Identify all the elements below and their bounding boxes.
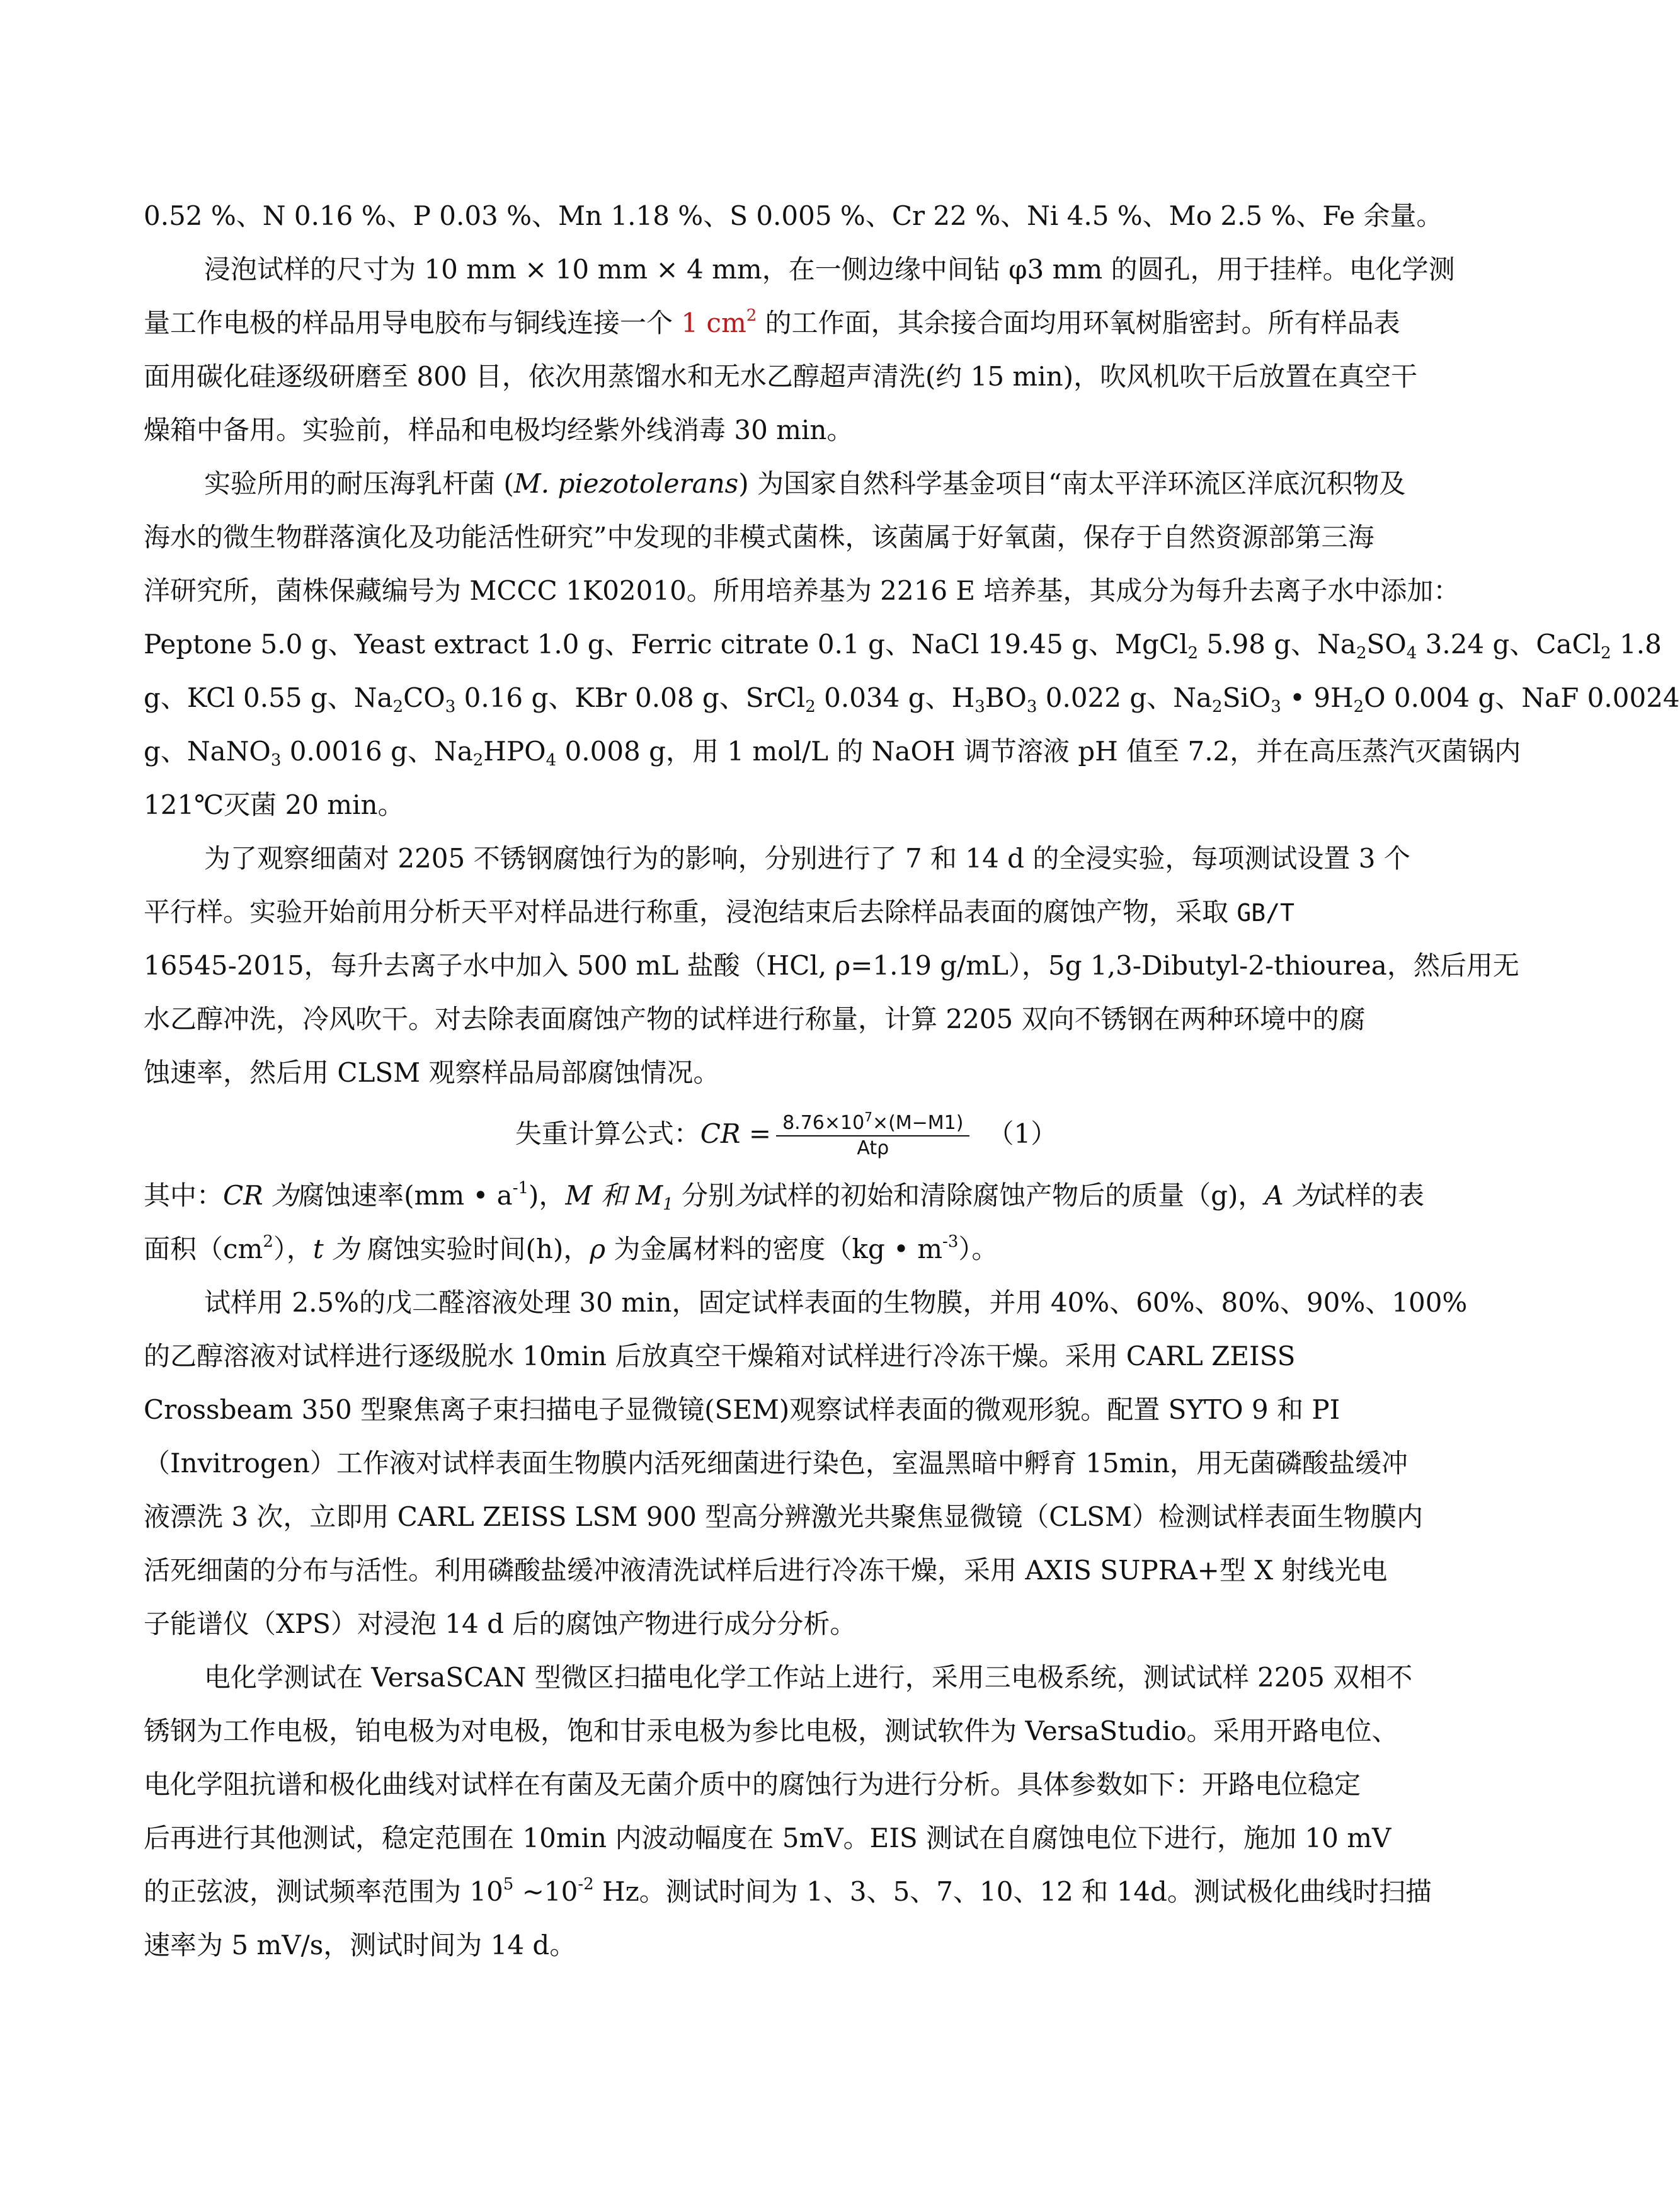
- species-name: M. piezotolerans: [513, 468, 739, 499]
- paragraph-line: 实验所用的耐压海乳杆菌 (M. piezotolerans) 为国家自然科学基金项目“南太平洋环流区洋底沉积物及: [204, 468, 1406, 499]
- paragraph-line: g、KCl 0.55 g、$Na_2CO_3$ 0.16 g、KBr 0.08 g、SrCl$_2$ 0.034 g、$H_3BO_3$ 0.022 g、$Na_2SiO_3$ • $9H_2O$ 0.004 g、NaF 0.0024: [144, 682, 1680, 716]
- paragraph-line: 试样用 2.5%的戊二醛溶液处理 30 min，固定试样表面的生物膜，并用 40%、60%、80%、90%、100%: [204, 1287, 1468, 1318]
- paragraph-line: 后再进行其他测试，稳定范围在 10min 内波动幅度在 5mV。EIS 测试在自腐蚀电位下进行，施加 10 mV: [144, 1823, 1391, 1853]
- paragraph-line: 洋研究所，菌株保藏编号为 MCCC 1K02010。所用培养基为 2216 E 培养基，其成分为每升去离子水中添加：: [144, 575, 1460, 606]
- paragraph-line: g、NaNO$_3$ 0.0016 g、$Na_2HPO_4$ 0.008 g，用 1 mol/L 的 NaOH 调节溶液 pH 值至 7.2，并在高压蒸汽灭菌锅内: [144, 736, 1521, 770]
- paragraph-line: [144, 296, 1429, 350]
- paragraph-line: 的乙醇溶液对试样进行逐级脱水 10min 后放真空干燥箱对试样进行冷冻干燥。采用 CARL ZEISS: [144, 1341, 1296, 1371]
- paragraph-line: Crossbeam 350 型聚焦离子束扫描电子显微镜(SEM)观察试样表面的微观形貌。配置 SYTO 9 和 PI: [144, 1394, 1340, 1425]
- paragraph-line: 0.52 %、N 0.16 %、P 0.03 %、Mn 1.18 %、S 0.005 %、Cr 22 %、Ni 4.5 %、Mo 2.5 %、Fe 余量。: [144, 200, 1443, 231]
- paragraph-line: 活死细菌的分布与活性。利用磷酸盐缓冲液清洗试样后进行冷冻干燥，采用 AXIS SUPRA+型 X 射线光电: [144, 1555, 1388, 1586]
- paragraph-line: 水乙醇冲洗，冷风吹干。对去除表面腐蚀产物的试样进行称量，计算 2205 双向不锈钢在两种环境中的腐: [144, 1004, 1366, 1034]
- text-run: 的工作面，其余接合面均用环氧树脂密封。所有样品表: [757, 307, 1400, 338]
- paragraph-line: 子能谱仪（XPS）对浸泡 14 d 后的腐蚀产物进行成分分析。: [144, 1608, 857, 1639]
- paragraph-line: 蚀速率，然后用 CLSM 观察样品局部腐蚀情况。: [144, 1057, 720, 1088]
- paragraph-line: （Invitrogen）工作液对试样表面生物膜内活死细菌进行染色，室温黑暗中孵育 15min，用无菌磷酸盐缓冲: [144, 1448, 1408, 1479]
- paragraph-line: 速率为 5 mV/s，测试时间为 14 d。: [144, 1930, 576, 1961]
- paragraph-line: 海水的微生物群落演化及功能活性研究”中发现的非模式菌株，该菌属于好氧菌，保存于自然资源部第三海: [144, 522, 1374, 552]
- paragraph-line: 面用碳化硅逐级研磨至 800 目，依次用蒸馏水和无水乙醇超声清洗(约 15 min)，吹风机吹干后放置在真空干: [144, 361, 1418, 392]
- paper-body: [144, 189, 1680, 1972]
- paragraph-line: 其中：CR 为腐蚀速率(mm • $a^{-1}$)，M 和 $M_1$ 分别为试样的初始和清除腐蚀产物后的质量（g)，A 为试样的表: [144, 1179, 1425, 1214]
- paragraph-line: 燥箱中备用。实验前，样品和电极均经紫外线消毒 30 min。: [144, 415, 854, 445]
- paragraph-line: 平行样。实验开始前用分析天平对样品进行称重，浸泡结束后去除样品表面的腐蚀产物，采取 GB/T: [144, 896, 1294, 927]
- equation-fraction: [776, 1111, 969, 1160]
- equation-lhs: CR =: [700, 1118, 772, 1149]
- paragraph-line: 电化学测试在 VersaSCAN 型微区扫描电化学工作站上进行，采用三电极系统，测试试样 2205 双相不: [204, 1662, 1413, 1693]
- paragraph-line: 浸泡试样的尺寸为 10 mm × 10 mm × 4 mm，在一侧边缘中间钻 φ3 mm 的圆孔，用于挂样。电化学测: [204, 254, 1455, 285]
- equation-label: 失重计算公式：: [515, 1118, 700, 1149]
- paragraph-line: 电化学阻抗谱和极化曲线对试样在有菌及无菌介质中的腐蚀行为进行分析。具体参数如下：开路电位稳定: [144, 1769, 1361, 1800]
- paragraph-line: 液漂洗 3 次，立即用 CARL ZEISS LSM 900 型高分辨激光共聚焦显微镜（CLSM）检测试样表面生物膜内: [144, 1501, 1424, 1532]
- paragraph-line: 16545-2015，每升去离子水中加入 500 mL 盐酸（HCl, ρ=1.19 g/mL），5g 1,3-Dibutyl-2-thiourea，然后用无: [144, 950, 1519, 981]
- paragraph-line: 锈钢为工作电极，铂电极为对电极，饱和甘汞电极为参比电极，测试软件为 VersaStudio。采用开路电位、: [144, 1715, 1398, 1746]
- text-run: 量工作电极的样品用导电胶布与铜线连接一个: [144, 307, 682, 338]
- paragraph-line: 121℃灭菌 20 min。: [144, 789, 404, 820]
- fraction-numerator: $8.76\times 10^7\times(M-M1)$: [776, 1111, 969, 1136]
- paragraph-line: 的正弦波，测试频率范围为 $10^5$ $\sim 10^{-2}$ Hz。测试时间为 1、3、5、7、10、12 和 14d。测试极化曲线时扫描: [144, 1875, 1432, 1907]
- paragraph-line: Peptone 5.0 g、Yeast extract 1.0 g、Ferric citrate 0.1 g、NaCl 19.45 g、MgCl$_2$ 5.98 g、$Na_2SO_4$ 3.24 g、CaCl$_2$ 1.8: [144, 629, 1662, 663]
- equation-number: （1）: [987, 1118, 1058, 1149]
- paragraph-line: 为了观察细菌对 2205 不锈钢腐蚀行为的影响，分别进行了 7 和 14 d 的全浸实验，每项测试设置 3 个: [204, 843, 1410, 874]
- paragraph-line: 面积$(cm^2)$，t 为 腐蚀实验时间(h)，ρ 为金属材料的密度（kg • $m^{-3}$）。: [144, 1232, 998, 1264]
- fraction-denominator: Atρ: [857, 1137, 889, 1159]
- highlighted-text: 1 $cm^2$: [681, 306, 757, 338]
- standard-code: GB/T: [1237, 899, 1294, 927]
- equation: [144, 1099, 1429, 1169]
